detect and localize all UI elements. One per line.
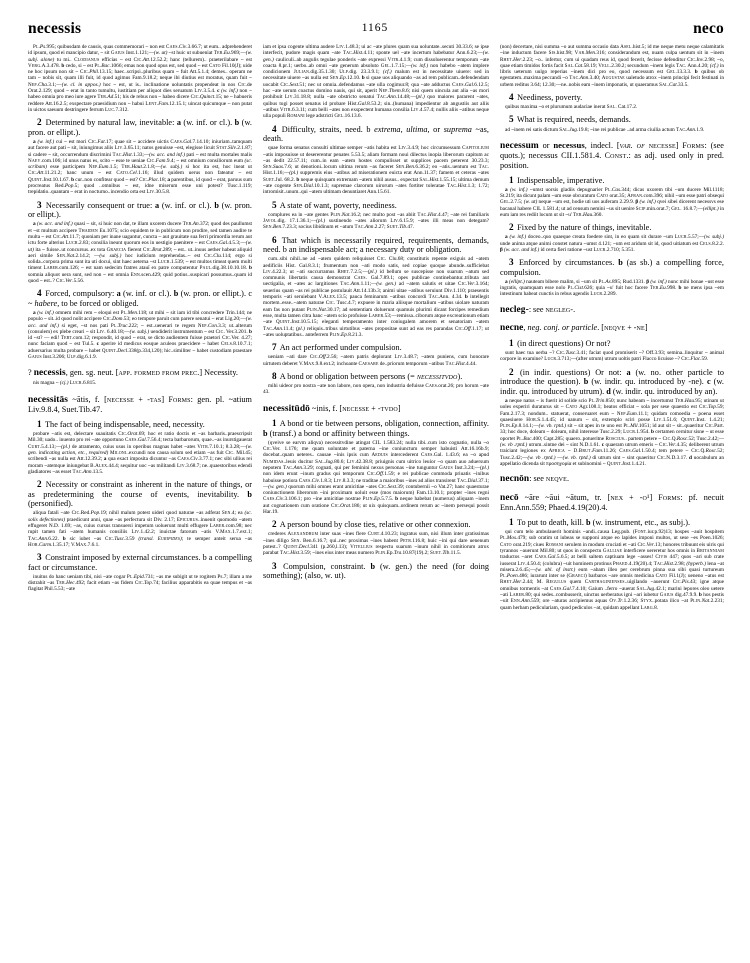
headword-entry: necessum or necessus, indecl. [var. of necesse] Forms: (see quots.); necessus CII.1.581.4. Const.: as adj. used only in pred. position. xyxy=(500,139,724,171)
sense-number: 2 xyxy=(272,519,277,530)
sense-definition: 8 A bond or obligation between persons (= necessitvdo). xyxy=(272,370,463,381)
sense-number: 6 xyxy=(272,234,277,245)
sense-definition: 1 The fact of being indispensable, need, necessity. xyxy=(37,418,205,429)
column-right xyxy=(500,44,724,950)
sense-definition: 2 Fixed by the nature of things, inevitable. xyxy=(509,222,652,233)
sense-definition: 3 Compulsion, constraint. b (w. gen.) the need (for doing something); (also, w. ut). xyxy=(263,560,489,581)
sense-number: 1 xyxy=(37,418,42,429)
citation-paragraph: sunt haec tua uerba ~? Cic.Tusc.3.41; faciat quod promiserit ~? Off.3.93; semina..linquitur ~ animal corpore in examine? Lucr.3.713;—(after utrum) utrum uoltis patri Flacco licuisse ~? Cic.Flac.59. xyxy=(500,350,724,363)
sense-number: 2 xyxy=(509,366,514,377)
citation-paragraph: probare ~atis est, delectare suauitatis Cic.Orat.69; hoc et ratio doctis et ~as barbaris..praescripsit Mil.30; uado.. inuento pro rei ~ate opportuno Caes.Gal.7.56.4; tecta barbarorum, quae..~as inurstigauerat Curt.5.4.13;—(pl.) de atramento, cuius usus in operibus magnas habet ~ates Vitr.7.10.1; 8.3.28;—(w. gen. indicating action, etc., required) Miloni..excundi non causa solum sed etiam ~as fuit Cic. Mil.45; scribendi ~as nulla est Att.12.39.2; a qua exact imposita dicuntur ~as Caes.Civ.3.77.1; nec sibi ullius rei moram ~atemque iniungebat B.Alex.44.4; sequitur uoc ~as militandi Liv.3.68.7; ne..quaestoribus edendi gladiatores ~as esset Tac.Ann.13.5. xyxy=(28,431,252,475)
cross-reference: necnōn: see neqve. xyxy=(500,474,570,485)
sense-definition: 2 Determined by natural law, inevitable: a (w. inf. or cl.). b (w. pron. or ellipt.). xyxy=(28,117,252,137)
citation-paragraph: a (w. inf.) doceo..quo quaeque creata foedere sint, in eo quam sit durare ~um Lucr.5.57;—(w. subj.) unde anima atque animi constet natura ~umst 4.121; ~um est aridum sit id, quod uitiatum est Cels.8.2.2. β (w. acc. and inf.) id certa fieri ratione ~ust Lucr.2.710; 5.351. xyxy=(500,234,724,253)
sense-definition: 1 A bond or tie between persons, obligation, connection, affinity. b (transf.) a bond or affinity between things. xyxy=(263,418,489,438)
sense-number: 1 xyxy=(509,174,514,185)
citation-paragraph: (qveive se earvm aliqva) necessitvdine atingat CIL 1.583.24; nulla tibi..cum isto cognatio, nulla ~o Cic.Ver. 1.176; me quam uoluntate et paterna ~ine coniunctum semper habuisti Att.16.16b.9; docebat..quam ueteres.. causae ~inis ipsis cum Aeduis intercederent Caes.Gal. 1.43.6; ea ~o apud Numidas..leuis ducitur Sal.Jug.80.6; Liv.42.38.8; priuignis cum uitrico leuior ~o quam auo aduersum nepotem Tac.Ann.3.29; cognati, qui per feminini nexus personas ~ine tunguntur Gaius Inst.3.24;—(pl.) non idem erunt ~inum gradus qui temporum Cic.Off.1.59; e rei publicae commoda priuatis ~inibus habuisse potiora Caes.Civ.1.8.3; Liv.8.3.3; ne traditae a maioribus ~ines ad alios transirent Tac.Dial.37.1;—(w. gen.) quorum mihi omnes erant amicitiae ~ates Cic.Sest.39; contubernii ~o Vat.27; hanc quaesturae coniunctionem liberorum ~ini proximam uoluit esse (mos maiorum) Fam.13.10.1; propter ~ines regni Caes.Civ.3.106.1; pro ~ine amicitiae nostrae Plin.Ep.5.7.5. b neque habebat (numerus) aliquam ~inem aut cognationem cum oratione Cic.Orat.186; ut uix quisquam..ordinem rerum ac ~inem persequi possit Har.19. xyxy=(263,439,489,516)
citation-paragraph: a (w. inf.) ~umst uorsis gladiis depugnarier Pl.Cas.344; dicas uxorem tibi ~um ducere Mil.1118; St.219; ita dicunt palam ~um esse obcuratum Cato orat.35; Afran.com.396; nihil ~um esse patri obsequi Gel.2.7.5; (w. ut) neque ~um est, hodie uti uos auferam 2.29.9. β (w. inf.) qvei sibei dicerent necessvs ese bacanal habere CIL 1.581.4; ut ad censum nemini ~us sit uenire Scip.min.orat.7; Gel. 16.8.7;—(ellipt.) in eum iam res rediit locum ut sit ~u' Ter.Hau.360. xyxy=(500,186,724,218)
sense-number: 2 xyxy=(37,117,42,128)
sense-definition: 7 An act performed under compulsion. xyxy=(272,342,402,353)
citation-paragraph: quae forma senatus consulti ultimae semper ~atis habita est Liv.3.4.9; hoc circumsessum Capitolium ~atis imposuisse ut desererentur penates 5.53.5; aliam formam noui dilectus inopia liberorum capitum ac ~as dedit 22.57.11; cum..in eam ~atem hostes compulisset ut supplices pacem peterent 30.23.3; Sen.Suas.7.6; ut denotioni..locum ultima rerum ~as faceret Sen.Ben.6.36.2; eo ~atis..uentum est Tac. Hist.1.16;—(pl.) suppremis eius ~atibus ad miserationem euicta erat Ann.11.37; famem et ceteras ~ates Suet.Jul. 68.2. b neque quisquam extremam ~atem nihil ausus.. expectat Sal.Hist.1.55.15; ultima demum ~ate cogente Sen.Dial.10.1.3; supremae clarorum uirorum ~ates fortiter toleratae Tac.Hist.1.3; 1.72; intromisit..unum..qui ~atem ultimam denuntiaret Ann.15.61. xyxy=(263,145,489,196)
citation-paragraph: cum..sibi nihil..ne ad ~atem quidem reliquisset Cic. Clu.68; constitutis repente exiguis ad ~atem aedificiis Hist. Gal.8.3.1; frumentum non ~ati modo satis, sed copiae quoque abunde..sufficiebat Liv.4.22.3; ut ~ati succurramus Rhet.7.2.5;—(pl.) id bellum se suscepisse non suarum ~atum sed communis libertatis causa demonstrat Caes. Gal.7.89.1; opes publicae continebantur..tributa aut uectigalia, et ~ates ac largitiones Tac.Ann.1.11;—(w. gen.) ad ~atem salutis et uitae Cic.Ver.3.164; seuerius quam ~as rei publicae postulauit Att.14.13b.3; animi uitae ~atibus seruiunt Div.1.110; praesentis temporis ~ati seruiebant V.Alex.13.5; pauca feminarum ~atibus concordi Tac.Ann. 4.34. b intellegit mortem..esse..~atem naturae Cic. Tusc.4.7; expuere in maria aliisque mortalium ~atibus uiolare naturam eam fas non putant Plin.Nat.30.17; ad sententiam doluerunt quamuis plurimi dicant forcipes remedium esse, multa tamen citra hanc ~atem scio profuisse Laber.53;—remissa..ciborum atque excreationum etiam ~ate Quint.Inst.10.5.15; eleganti temperamento inter coniugalem amorem et senatoriam ~atem Tac.Ann.11.4; (pl.) reliquis..tribus uirtutibus ~ates propositae sunt ad eas res parandas Cic.Off.1.17; ut ~ates uoluptatibus.. anteferrem Plin.Ep.8.21.3. xyxy=(263,256,489,338)
sense-definition: 2 Necessity or constraint as inherent in the nature of things, or as predetermining the course of events, inevitability. b (personified). xyxy=(28,479,252,509)
citation-paragraph: complures ea in ~ate gentes Plin.Nat.16.2; nec multo post ~as abiit Tac.Hist.4.47; ~ate rei familiaris Javol.dig. 17.1.36.1;—(pl.) sustinendo ~ates aliorum Liv.6.15.9; ~ates illi meas non detegam? Sen.Ben.7.23.3; socius libidinum et ~atum Tac.Ann.2.27; Suet.Tib.47. xyxy=(263,211,489,231)
column-container xyxy=(28,44,724,950)
citation-paragraph: nis magna ~ (cj.) Lucr.6.815. xyxy=(33,380,97,387)
sense-number: 5 xyxy=(509,114,514,125)
sense-number: 2 xyxy=(37,479,42,490)
citation-paragraph: iam et ipsa cogente ultima audere Liv.1.48.3; ui ac ~ate plures quam sua uoluntate..secuti 30.33.6; se ipse interfecit, pudore magis quam ~ate Tac.Hist.4.11; sponte uel ~ate incertum habebatur Ann.6.23;—(w. gen.) cauliculi..ab angulis tegulae ponderis ~ate expressi Vitr.4.1.9; cum dissoluerentur temporum ~ate coacta 8.pr.1; uerbo..ab omni ~ate generum absoluto Gel.1.7.15;—(w. inf.) non habebo ~atem implere condicionem Julian.dig.35.1.30; Ulp.dig. 23.3.9.1; (cf.) malum est in necessitate uiuere: sed in necessitate uiuere ~as nulla est Sen.Ep.12.10. b si quae uos aliquando ~as ad rem publicam..defendendam uocabit Cic.Sest.51; nec ut omnia..defendamus ~ate ulla cogimur.8; qua ~ate adductus Caes.Gal.6.12.5; hac ~ate uerum coactus domino nauis, qui sit, aperit Nep.Them.8.6; nisi quem uincula aut alia ~as mori prohibuit Liv.31.18.8; nulla ~ate obstricto senatui Tac.Ann.14.48;—(pl.) quo maiores pararent ~ates, quibus togi posset senatus id probare Hist.Gal.8.53.2; sin..(humana) impedientur ab angustiis aut aliis ~atibus Vitr.6.3.11; cum belli ~ates non exspectent humana consilia Liv.4.57.4; nullis aliis ~atibus neque ulla populi Romani lege adstricti Gel.16.13.6. xyxy=(263,44,489,120)
citation-paragraph: crederes Alexandrum inter suas ~ines flere Curt.4.10.23; ingratus sum, nisi illum inter gratissimas ~ines diligo Sen. Ben.6.16.7; qui..nec proximas ~ines habent Petr.116.8; huic ~ini qui dare uenenum potest..? Quint.Decl.341 (p.260,l.13); Vitellius respectu suarum ~inum nihil in comitiorum atrox parabat Tac.Hist.3.59; ~ines eius inter meas numero Plin.Ep.Tra.10.87(19).2; Suet.Tib.11.5. xyxy=(263,531,489,557)
sense-definition: 2 (in indir. questions) Or not: a (w. no. other particle to introduce the question). b (w. indir. qu. introduced by -ne). c (w. indir. qu. introduced by utrum). d (w. indir. qu. introduced by an). xyxy=(500,366,724,396)
sense-definition: 1 Indispensable, imperative. xyxy=(509,174,605,185)
sense-definition: 6 That which is necessarily required, requirements, demands, need. b an indispensable act; a necessary duty or obligation. xyxy=(263,234,489,255)
citation-paragraph: quibus maxima ~o et plurumum audaciae inerat Sal. Cat.17.2. xyxy=(505,104,638,111)
sense-definition: 5 A state of want, poverty, neediness. xyxy=(272,199,397,210)
sense-number: 1 xyxy=(509,516,514,527)
citation-paragraph: (non) decertare, nisi summa ~o aut summa occasio data Asel.hist.5; id me neque metu neque calamitatis ~ine inductum facere Sis.hist.98; Var.Men.316; considerandum est, nuam culpa uentum sit in ~inem Rhet.Her.2.23; ~o.. infertur, cum ui quadam reus id, quod fecerit, fecisse defenditur Cic.Inv.2.98; ~o, quae etiam timidos fortis facit Sal.Cat.58.19; Vell.2.30.2; secundum ~inem legis Tac. Ann.4.20; (cf.) in libris ueterum uulgo reperias ~inem dici pro eo, quod necessum est Gel.13.3.3. b quibus ob egestatem..maxima peccandi ~o Tac.Ann.3.40; Augustae ualetudo atrox ~inem principi fecit festinati in urbem reditus 3.64; 12.30;—ne..nobis eam ~inem imponatis, ut quaeramus Sal.Cat.33.5. xyxy=(500,44,724,88)
sense-number: 4 xyxy=(272,123,277,134)
citation-paragraph: ad ~inem rei satis dictum Sal.Jug.19.8; ~ine rei publicae ..ad arma ciuilia actum Tac.Ann.1.9. xyxy=(505,126,705,133)
headword-entry: necessitūdō ~inis, f. [necesse + -tvdo] xyxy=(263,403,401,414)
column-middle xyxy=(263,44,489,950)
citation-paragraph: a (ellipt.) nauteam bibere malim, si ~um sit Pl.As.895; Rud.1331. β (w. inf.) nunc mihi bonae ~ust esse ingratis, quamquam esse nolo Pl.Cist.626; quia ~u' fuit hoc facere Ter.Eu.998. b ne mens ipsa ~em intestinum habeat cunctis in rebus agendis Lucr.2.289. xyxy=(500,278,724,298)
sense-number: 7 xyxy=(272,342,277,353)
headword-entry: necne, neg. conj. or particle. [neqve + -ne] xyxy=(500,323,648,334)
citation-paragraph: qui cum telo ambulauerit hominis ~andi..causa Leg.pub. (Font.iur.p.92)13; hospes ~auit hospitem Pl.Mos.479; sub oratim ut iubeas se supponi atque eo lapides imponi multos, ut sese ~es Poen.1026; Cato orat.219; ciues Romani serulem in modum cruciati et ~ati Cic.Ver.13; honores tribuunt eis uiris qui tyrannos ~auerunt Mil.80; ut quos in conspectu Galliae interficere uereretur hos omnis in Britanniam traductos ~aret Caes.Gal.5.6.5; at belli saltem captiuam lege ~asses! Civis 447; quos ~ari sub crate iusserat Liv.4.50.4; (colubra) ~uit hominem protinus Phaed.4.19(20).4; Tac.Hist.2.98; (hyperb.) lena ~at misera.2.6.45;—(w. abl. of instr.) eum ~abam illeo per cerebrum pinna sua sibi quasi turtureum Pl.Poen.486; iurarunt inter se (Graeci) barbaros ~are omnis medicina Cato Fil.1(J); ueneno ~atus est Rhet.Her.2.44; M. Regulus quem Carthaginienses..uigilando ~auerunt Cic.Pis.43; igne atque omnibus tormentis ~at Caes.Gal.7.4.10; Gaium ..ferro ~auerat Sal.Jug.42.1; marini lepores oleo uetere ~ati Laber.80; qui sedes..combusserit, uinctus uerberatus igni ~ari iubetur Gaius dig.47.9.9. b hos pestis ~uit Enn.Ann.559; ore ~aturas accipiemus aquas Ov.Tr.1.2.36; Styx..potata ilico ~at Plin.Nat.2.231; quam herbam pediculariam, quod pediculos ~at, quidam appellant Larg.8. xyxy=(500,529,724,611)
column-left xyxy=(28,44,252,950)
headword-entry: ? necessis, gen. sg. neut. [app. formed from prec.] Necessity. xyxy=(28,368,239,379)
sense-number: 2 xyxy=(509,222,514,233)
sense-definition: 5 What is required, needs, demands. xyxy=(509,114,631,125)
sense-number: 3 xyxy=(37,199,42,210)
sense-number: 5 xyxy=(272,199,277,210)
sense-definition: 4 Difficulty, straits, need. b extrema, ultima, or suprema ~as, death. xyxy=(263,123,489,144)
sense-number: 4 xyxy=(37,288,42,299)
citation-paragraph: Pl.Ps.995; quibusdam de causis, quas commemorari ~ non est Caes.Civ.3.66.7; ut eum.. adprehenderet id ipsum, quod ei mancipio datur, ~ sit Gaius Inst.1.121;—(w. ut) ~st huic ut subueniat Ter.Eu.969;—(w. subj. alone) tu mi.. Clodianus efficias ~ est Cic.Att.12.52.2; hanc (tellurem).. praeterilabare ~ est Verg.A.3.478. b cedo, si ~ est Pl.Bac.1066; emas non quod opus est, sed quod ~ est Cato Fil.10(J); uide ne hoc ipsum non sit ~ Cic.Phil.13.15; haec..scripsi..pluribus quam ~ fuit Att.5.1.4; demes.. operam ne tam ~ nobis sit, quam illi fuit, id quod agimus Fam.9.18.2; neque ibi diutius est moratus, quam fuit ~ Nep.Cha.3.1;—(w. cl. in appos.) hoc ~ est, ut is.. inclinatione uoluntatis propendeat in nos Cic.de Orat.2.129; quod ~ erat in tanto tumultu, iustitiam per aliquot dies seruatum Liv.3.5.4. c (w. inf.) non ~ habeo omnia pro meo iure agere Ter.Ad.51; his de rebus non ~ habeo dicere Cic.Quinct.15; ne ~ habueris reddere Att.16.2.5; exspectare praesidium non ~ habui Lent.Fam.12.15.1; uincat quicumque ~ non putat in uictos saeuum destringere ferrum Luc.7.312. xyxy=(28,44,252,113)
sense-definition: 1 (in direct questions) Or not? xyxy=(509,337,611,348)
sense-definition: 4 Forced, compulsory: a (w. inf. or cl.). b (w. pron. or ellipt.). c ~ habere, to be forced or obliged. xyxy=(28,288,252,308)
sense-definition: 4 Neediness, poverty. xyxy=(509,92,583,103)
sense-definition: 3 Necessarily consequent or true: a (w. inf. or cl.). b (w. pron. or ellipt.). xyxy=(28,199,252,220)
citation-paragraph: a neque natus ~ is fuerit id solide scio Pl.Trin.850; nunc habeam ~ incertumst Ter.Hau.95; utinam ut uoles experiri duraturus sit ~ Cato Agr.108.1; beatos efficiat ~ sola per sese quaestio est Cic.Top.59; Fam.2.17.3; nondum.. statuerat, conseruaret eum ~ Nep.Eum.11.1; quidam comoedia ~ poena esset quaesiuere Hor.S.1.4.45; id uanum ~ sit, extemplo sciri posse Liv.1.51.6; Quint.Inst. 1.4.21; Plin.Ep.8.14.1;—(w. vb. rptd.) sit ~ sit apes in te uno est Pl.Mil.1051; id aut sit ~ sit..quaeritur Cic.Part. 33; hoc doce, doleam ~ doleam, nihil interesse Tusc.2.29; Lucr.1.954. b certamen cernitur sisne ~ ut esse oportet Pl.Bac.400; Capt.285; quaero..potueritne Roscius.. partem petere ~ Cic.Q.Rosc.52; Tusc.2.42;—(w. vb .rptd.) utrum..sintne dei ~ sint N.D.1.61. c quaeram utrum emeris ~ Cic.Ver.4.35; deliberent utrum traiciant legiones ex Africa ~ D.Brut.Fam.11.26; Caes.Gal.1.50.4; tem petere ~ Cic.Q.Rosc.52; Tusc.2.42;—(w. vb .rptd.) —(w. vb. rptd.) di utrum sint ~ sint quaeritur Cic.N.D.3.17. d uocabulum an appellatio dicenda sit προσηγορία et subinomini ~ Quint.Inst.1.4.21. xyxy=(500,397,724,467)
cross-reference: necleg-: see negleg-. xyxy=(500,304,576,315)
running-head-left: necessis xyxy=(28,20,82,37)
sense-number: 3 xyxy=(37,552,42,563)
sense-number: 1 xyxy=(272,418,277,429)
running-head-right: neco xyxy=(693,20,724,37)
sense-number: 8 xyxy=(272,370,277,381)
sense-definition: 3 Enforced by circumstances. b (as sb.) a compelling force, compulsion. xyxy=(500,257,724,277)
headword-entry: necō ~āre ~āui ~ātum, tr. [nex + -o¹] Forms: pf. necuit Enn.Ann.559; Phaed.4.19(20).4. xyxy=(500,492,724,513)
sense-number: 4 xyxy=(509,92,514,103)
citation-paragraph: a (w. inf.) cui ~ est mori Cic.Fat.17; quae sit ~ accidere uictis Caes.Gal.7.14.10; iniuriam..tamquam aut facere aut pati ~ sit, iniungimus aliis Liv.3.65.11; natos genuisse ~est, elegisse licuit Stat.Silv.2.1.87; si cadere ~ sit, occurrendum discrimini Tac.Hist.1.33;—(w. acc. and inf.) pati ~ est multa mortales malis Naev.com.106; id unus natus es, scito ~ esse te ueniae Cic.Fam.9.4; ~ est omnium consiliorum eum (sc. scribam) esse participem Nep.Eum.1.5; Ter.Haut.2.1.8;—(w. subj.) si hoc ita est, hoc ineat ut Cic.Att.11.21.2; hanc unum ~ est Cato.Cel.1.16; illud quidem uerus non fateatur ~ est Quint.Inst.10.1.67. b cur..non confitear quod ~ est? Cic.Plac.18; a parentibus, id quod ~ erat, paruus sum procreatus Red.Pop.5; quod ..omnibus ~ est, idne miserum esse uni potest? Tusc.1.119; trepidatio..quantam ~ erat in nocturno..incendio orta est Liv.30.5.8. xyxy=(28,138,252,196)
sense-definition: 1 To put to death, kill. b (w. instrument, etc., as subj.). xyxy=(509,516,691,527)
citation-paragraph: a (w. acc. and inf.) quasi ~ sit, si huic non dat, te illam uxorem ducere Ter.An.372; quod des paullumst et ~st multum accipere Thaiden Eu.1075; scio equidem te in publicum non prodire, sed tamen audire te multa ~ est Cic.Att.11.7; quoniam per inane uagantur, cuncta ~ aut grauitate sua ferri primordia rerum aut ictu forte alterius Lucr.2.83; consilia ineunt quorum eos in uestigio paenitere ~ est Caes.Gal.4.5.3;—(w. ut) ita ~ fuisse..ut concursus..ex tota Graecia fierent Cic.Brut.289; ~ est.. ut..inuus aether habeat aliquid aeri simile Sen.Nat.2.14.2; —(w. subj.) hoc iudicium reprehendas..~ est Cic.Clu.114; ergo si solida..corpora prima sunt ita uti docui, sint haec aeterna ~st Lucr.1.539; ~ est multos timeat quem multi timent Laber.com.126; ~ est nam sedecim fratres atauī ex patre computentur Paul.dig.38.10.10.18. b somnia aliquot uera sunt, sed non ~ est omnia Enn.scen.429; quid potius..suspicari possumus..quam id quod ~ est..? Cic.Ver.5.56. xyxy=(28,221,252,284)
citation-paragraph: a (w. inf.) omnem mihi rem ~ eloqui est Pl.Men.118; ut mihi ~ sit iam id tibi concredere Trin.144; ne populo ~ sit..id quod nolit accipere Cic.Dom.53; eo tempore paruit cum parere senatui ~ erat Lig.20;—(w. acc. and inf.) si eget, ~st nos pati Pl.Truc.222; ~ est..uenerari te regem Nep.Con.3.3; ut..alterum (consulem) ex plebe creari ~ sit Liv. 6.40.18;—(w. subj.) uendiderit instrumentum ~ est Cic. Ver.3.201. b id ~st? — edi! Tert.com.12; respondit, id quod ~ erat, se dicto audientem fuisse praetori Cic.Ver. 4.27; nunc faciam quod ~ est Tul.5. c aperire id medicus eosque aculeos praecidere ~ habet Cels.8.10.7.1; aduersarius multa probare ~ habet Quint.Decl.338(p.334,l.20); hic..similiter ~ habet custodiam praestare Gaius Inst.3.206; Ulp.dig.6.1.9. xyxy=(28,309,252,361)
sense-definition: 3 Constraint imposed by external circumstances. b a compelling fact or circumstance. xyxy=(28,552,252,572)
sense-number: 3 xyxy=(509,257,514,268)
citation-paragraph: inuitus do hanc ueniam tibi, nisi ~ate cogar Pl.Epid.731; ~as me subigit ut te rogitem Ps.7; illam a me distrahit ~as Ter.Hec.492; facit etiam ~as fidem Cic.Top.74; facilius apparabitis ea quae tempus et ~as flagitat Phil.5.53; ~ate xyxy=(28,573,252,593)
sense-number: 1 xyxy=(509,337,514,348)
headword-entry: necessitās ~ātis, f. [necesse + -tas] Forms: gen. pl. ~atium Liv.9.8.4, Suet.Tib.47. xyxy=(28,394,252,415)
citation-paragraph: mihi uideor pro nostra ~ate non labore, non opera, non industria defuisse Caes.orat.26; pro horum ~ate 43. xyxy=(263,382,489,396)
folio-number: 1165 xyxy=(361,22,389,34)
sense-definition: 2 A person bound by close ties, relative or other connexion. xyxy=(272,519,471,530)
sense-number: 3 xyxy=(272,560,277,571)
citation-paragraph: aliqua fatali ~ate Cic.Red.Pop.19; nihil malum potest uideri quod naturae ~as adferat Sen.4; ea (sc. solis defectiones) praedicunt anni, quae ~as perfectura sit Div. 2.17; Epicurus..inuenit quomodo ~atem effugeret N.D. 1.69; ~as, cuius cursus transuersi impetum uoluerunt multi effugere Laber.com.98; nec rupit tamen fati ~atem humanis consiliis Liv.1.42.2; inuictae fatorum ~atis V.Max.1.7.ext.1; Tac.Ann.6.22. b sic iubet ~as Cic.Tusc.3.59 (transl. Euripides); te semper anteit serua ~as Hor.Carm.1.35.17; V.Max.7.6.1. xyxy=(28,510,252,548)
citation-paragraph: ueniam ~ati dare Cic.Off.2.56; ~atem patris deplorant Liv.3.48.7; ~atem puniens, cum honorare uirtutem deberet V.Max.9.8.ext.2; inchoante Caesare de..priorum temporum ~atibus Tac.Hist.4.44. xyxy=(263,354,489,367)
